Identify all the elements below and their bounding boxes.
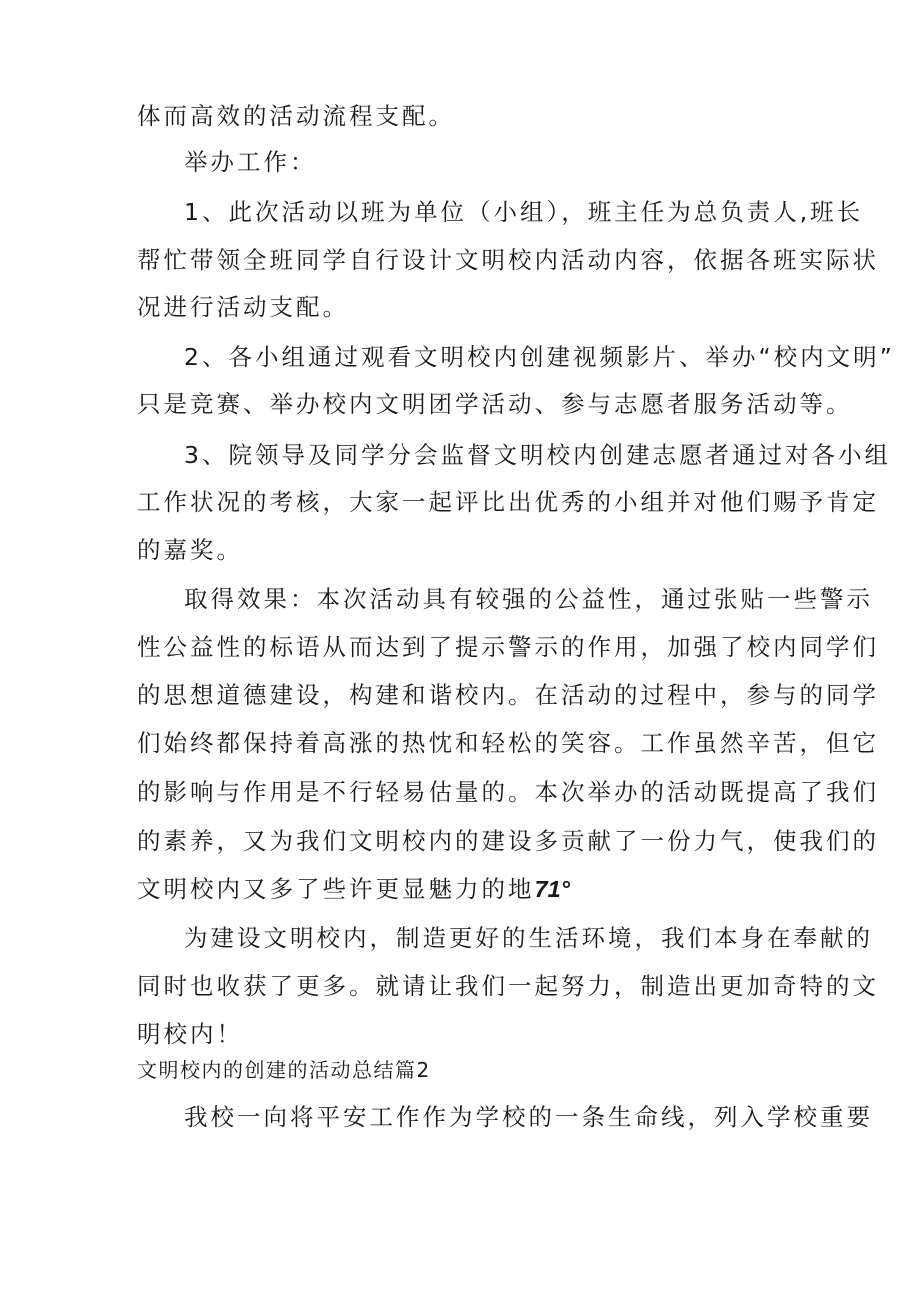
text-line-19: 同时也收获了更多。就请让我们一起努力，制造出更加奇特的文: [137, 972, 879, 1000]
text-line-15: 的影响与作用是不行轻易估量的。本次举办的活动既提高了我们: [137, 778, 879, 806]
text-line-11: 取得效果：本次活动具有较强的公益性，通过张贴一些警示: [184, 585, 873, 613]
text-line-20: 明校内！: [137, 1020, 243, 1048]
text-line-7: 只是竞赛、举办校内文明团学活动、参与志愿者服务活动等。: [137, 390, 853, 418]
text-line-18: 为建设文明校内，制造更好的生活环境，我们本身在奉献的: [184, 924, 873, 952]
text-line-5: 况进行活动支配。: [137, 293, 349, 321]
text-line-12: 性公益性的标语从而达到了提示警示的作用，加强了校内同学们: [137, 633, 879, 661]
section-heading: 文明校内的创建的活动总结篇2: [137, 1058, 431, 1082]
text-line-17-main: 文明校内又多了些许更显魅力的地: [137, 875, 535, 903]
text-line-16: 的素养，又为我们文明校内的建设多贡献了一份力气，使我们的: [137, 827, 879, 855]
text-line-2: 举办工作：: [184, 148, 317, 176]
text-line-17: [137, 873, 797, 905]
text-line-17-suffix: 71°: [534, 876, 571, 902]
text-line-9: 工作状况的考核，大家一起评比出优秀的小组并对他们赐予肯定: [137, 488, 879, 516]
text-line-13: 的思想道德建设，构建和谐校内。在活动的过程中，参与的同学: [137, 681, 879, 709]
text-line-6: 2、各小组通过观看文明校内创建视频影片、举办“校内文明”: [184, 343, 895, 371]
text-line-8: 3、院领导及同学分会监督文明校内创建志愿者通过对各小组: [184, 441, 891, 469]
text-line-14: 们始终都保持着高涨的热忱和轻松的笑容。工作虽然辛苦，但它: [137, 729, 879, 757]
text-line-22: 我校一向将平安工作作为学校的一条生命线，列入学校重要: [184, 1103, 873, 1131]
text-line-1: 体而高效的活动流程支配。: [137, 102, 455, 130]
text-line-4: 帮忙带领全班同学自行设计文明校内活动内容，依据各班实际状: [137, 246, 879, 274]
text-line-10: 的嘉奖。: [137, 536, 243, 564]
text-line-3: 1、此次活动以班为单位（小组），班主任为总负责人,班长: [184, 198, 864, 226]
